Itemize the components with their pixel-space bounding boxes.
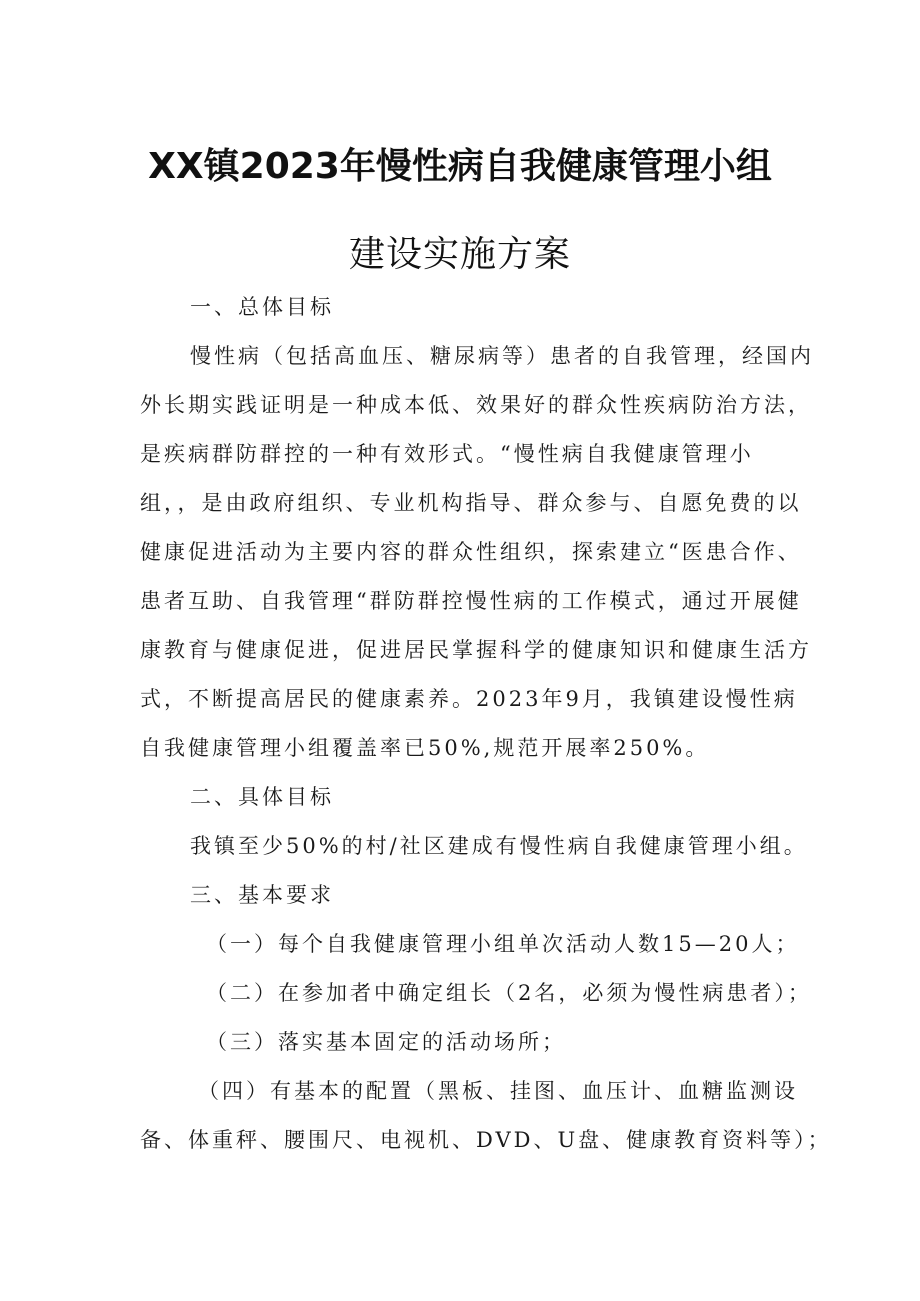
paragraph-line: 外长期实践证明是一种成本低、效果好的群众性疾病防治方法， (140, 393, 812, 417)
list-item: （四）有基本的配置（黑板、挂图、血压计、血糖监测设 (198, 1079, 798, 1103)
document-body (140, 283, 832, 1165)
paragraph-line: 式，不断提高居民的健康素养。2023年9月，我镇建设慢性病 (140, 687, 798, 711)
paragraph-line: 是疾病群防群控的一种有效形式。“慢性病自我健康管理小 (140, 442, 754, 466)
list-item: （二）在参加者中确定组长（2名，必须为慢性病患者）； (206, 981, 812, 1005)
paragraph-line: 患者互助、自我管理“群防群控慢性病的工作模式，通过开展健 (140, 589, 802, 613)
paragraph-line: 自我健康管理小组覆盖率已50%,规范开展率250%。 (140, 736, 710, 760)
list-item: （一）每个自我健康管理小组单次活动人数15—20人； (206, 932, 800, 956)
section-heading-overall-goal: 一、总体目标 (190, 295, 334, 319)
list-item-continuation: 备、体重秤、腰围尺、电视机、DVD、U盘、健康教育资料等）； (140, 1128, 832, 1152)
section-heading-basic-requirements: 三、基本要求 (190, 883, 334, 907)
paragraph-line: 慢性病（包括高血压、糖尿病等）患者的自我管理，经国内 (190, 344, 814, 368)
list-item: （三）落实基本固定的活动场所； (206, 1030, 566, 1054)
paragraph-line: 健康促进活动为主要内容的群众性组织，探索建立“医患合作、 (140, 540, 802, 564)
paragraph-line: 组，，是由政府组织、专业机构指导、群众参与、自愿免费的以 (140, 491, 802, 515)
paragraph-line: 我镇至少50%的村/社区建成有慢性病自我健康管理小组。 (190, 834, 808, 858)
section-heading-specific-goal: 二、具体目标 (190, 785, 334, 809)
document-title-line-2: 建设实施方案 (348, 234, 571, 275)
paragraph-line: 康教育与健康促进，促进居民掌握科学的健康知识和健康生活方 (140, 638, 812, 662)
document-title-line-1: XX镇2023年慢性病自我健康管理小组 (148, 146, 772, 187)
